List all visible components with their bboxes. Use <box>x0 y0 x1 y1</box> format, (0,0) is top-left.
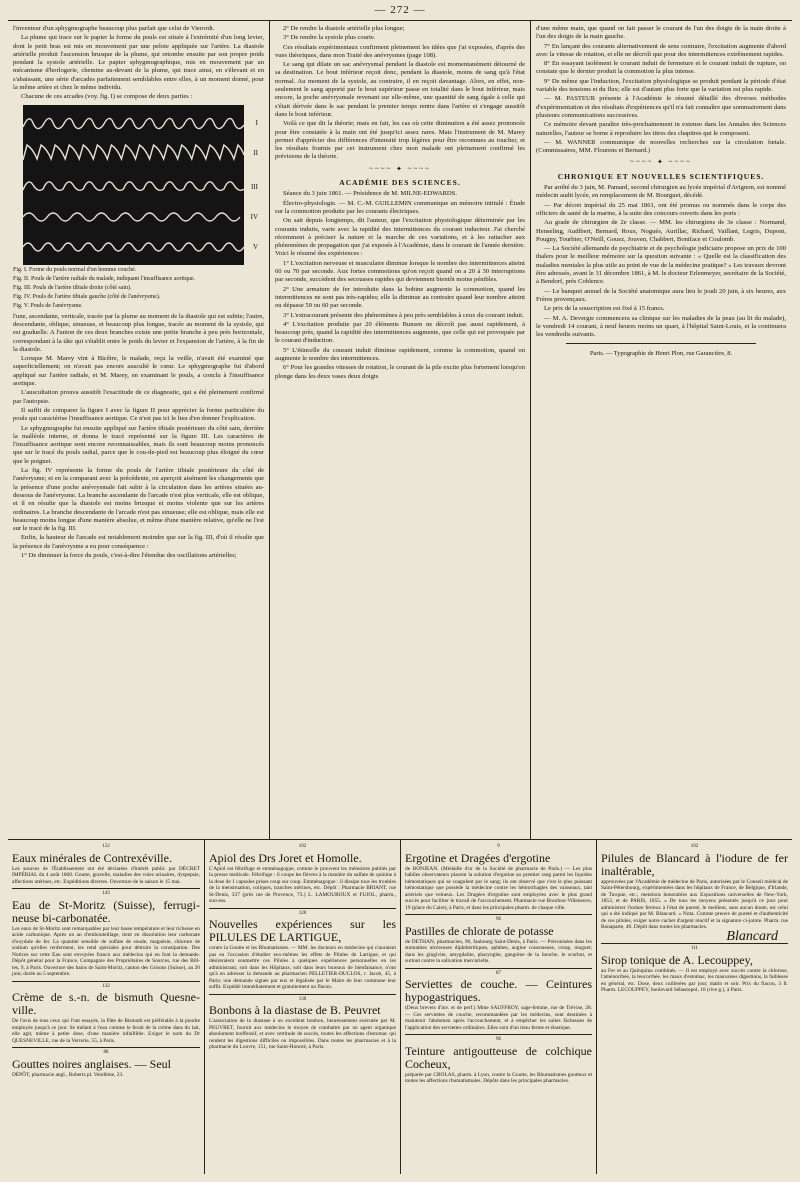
ad-number: 88 <box>103 1050 109 1055</box>
paragraph: Le sang qui dilate un sac anévrysmal pendant la diastole est momentanément détourné de sa destination. Le bout inférieur reçoit donc, pendant la diastole, moins de sang qu'à l'état normal. Au moment de la systole, au contraire, il en reçoit davantage. Alors, en effet, non-seulement le sang apporté par le bout supérieur passe en totalité dans le bout inférieur, mais encore, la poche anévrysmale revenant sur elle-même, une quantité de sang égale à celle qui s'était dérivée dans le sac pendant le premier temps rentre dans l'artère et s'engage aussitôt dans le bout inférieur. <box>275 61 525 118</box>
section-heading: ACADÉMIE DES SCIENCES. <box>339 178 461 188</box>
paragraph: Électro-physiologie. — M. C.-M. GUILLEMIN communique un mémoire intitulé : Étude sur la commotion produite par les courants électriques. <box>275 199 525 215</box>
advertisement <box>405 969 592 1036</box>
paragraph: Il suffit de comparer la figure I avec la figure II pour apprécier la forme particulière du pouls qui caractérise l'insuffisance aortique. Ce n'est pas ici le lieu d'en donner l'explication. <box>13 406 264 423</box>
paragraph: — Le banquet annuel de la Société anatomique aura lieu le jeudi 20 juin, à six heures, aux Frères provençaux. <box>536 287 786 303</box>
paragraph: L'auscultation prouva aussitôt l'exactitude de ce diagnostic, qui a été pleinement confirmé par l'autopsie. <box>13 389 264 405</box>
paragraph: — La Société allemande de psychiatrie et de psychologie judiciaire propose un prix de 100 thalers pour le meilleur mémoire sur la question suivante : « Quelle est la classification des maladies mentales la plus utile au point de vue de la médecine pratique? » Les travaux devront être adressés, avant le 31 décembre 1861, à M. le docteur Erlenmeyer, secrétaire de la Société, à Bendorf, près Coblence. <box>536 245 786 286</box>
figure-caption: Fig. V. Pouls de l'anévrysme. <box>13 303 83 310</box>
paragraph: 2° De rendre la diastole artérielle plus longue; <box>283 25 405 32</box>
paragraph: Le prix de la souscription est fixé à 15 francs. <box>544 305 665 313</box>
page-number: — 272 — <box>8 4 792 21</box>
paragraph: On sait depuis longtemps, dit l'auteur, que l'excitation physiologique déterminée par les courants induits, varie avec la rapidité des intermittences du courant inducteur. J'ai cherché récemment à préciser la nature et la marche de ces variations, et à les rattacher aux phénomènes de propagation que j'ai exposés à l'Académie, dans le courant de l'année dernière. Voici le résumé des expériences : <box>275 217 525 258</box>
paragraph: La fig. IV représente la forme du pouls de l'artère tibiale postérieure du côté de l'anévrysme; et en la comparant avec la précédente, on aperçoit aisément les changements que la présence d'une poche anévrysmale fait subir à la circulation dans les artères situées au-dessous de l'anévrysme. La branche ascendante de l'arcade n'est plus verticale, elle est oblique, et il en résulte que la diastole est moins brusque et moins violente que sur les artères ordinaires. La branche descendante de l'arcade n'est pas sinueuse; elle est oblique, mais elle est beaucoup moins longue d'une manière absolue, et même d'une manière relative, qu'elle ne l'est sur le tracé de la fig. III. <box>13 467 264 533</box>
ad-title: Apiol des Drs Joret et Homolle. <box>209 850 362 865</box>
ad-column-3 <box>400 840 596 1174</box>
ad-column-1 <box>8 840 204 1174</box>
ad-title: Gouttes noires anglaises. — Seul <box>12 1056 171 1071</box>
paragraph: — Par décret impérial du 25 mai 1861, ont été promus ou nommés dans le corps des officiers de santé de la marine, à la suite des concours ouverts dans les ports : <box>536 201 786 217</box>
paragraph: Lorsque M. Marey vint à Bicêtre, le malade, reçu la veille, n'avait été examiné que superficiellement; on n'avait pas encore ausculté le cœur. Le sphygmographe fut d'abord appliqué sur l'artère radiale, et M. Marey, en examinant le pouls, a conclu à l'insuffisance aortique. <box>13 355 264 388</box>
paragraph: — M. A. Devergie commencera sa clinique sur les maladies de la peau (au lit du malade), le vendredi 14 courant, à neuf heures moins un quart, à l'hôpital Saint-Louis, et la continuera les vendredis suivants. <box>536 314 786 339</box>
advertisement <box>12 889 200 982</box>
ad-body: Les sources de l'Établissement ont été déclarées d'intérêt public par DÉCRET IMPÉRIAL du 4 août 1860. Goutte, gravelle, maladies des voies urinaires, dyspepsie, affections utérines, etc. Expéditions directes. Ouverture de la saison le 15 mai. <box>12 865 200 885</box>
ad-title: Crème de s.-n. de bismuth Quesne-ville. <box>12 990 200 1017</box>
paragraph: Le sphygmographe fut ensuite appliqué sur l'artère tibiale postérieure du côté sain, derrière la malléole interne, et donna le tracé représenté sur la figure III. Les caractères de l'insuffisance aortique sont encore reconnaissables, mais ils sont beaucoup moins prononcés que sur le tracé du pouls radial, parce que le cou-de-pied est beaucoup plus éloigné du cœur que le poignet. <box>13 424 264 465</box>
advertisement <box>12 1048 200 1081</box>
figure-caption: Fig. III. Pouls de l'artère tibiale droite (côté sain). <box>13 285 132 292</box>
ad-title: Nouvelles expériences sur les PILULES DE LARTIGUE, <box>209 917 396 944</box>
ad-number: 120 <box>298 910 307 916</box>
paragraph: 1° De diminuer la force du pouls, c'est-à-dire l'étendue des oscillations artérielles; <box>21 552 237 559</box>
paragraph: 7° En lançant des courants alternativement de sens contraire, l'excitation augmente d'abord avec la vitesse de rotation, et elle ne décroît que pour des intermittences extrêmement rapides. <box>536 42 786 58</box>
paragraph: l'une, ascendante, verticale, tracée par la plume au moment de la diastole qui est subite; l'autre, descendante, oblique, sinueuse, et beaucoup plus longue, tracée au moment de la systole, qui est graduelle. A l'union de ces deux branches existe une petite branche à peu près horizontale, correspondant à la tâte qui s'établit entre le poids du levier et l'expansion de l'artère, à la fin de la diastole. <box>13 312 264 353</box>
column-1 <box>8 21 269 839</box>
figure-caption: Fig. IV. Pouls de l'artère tibiale gauche (côté de l'anévrysme). <box>13 294 161 301</box>
advertisement <box>405 915 592 969</box>
ad-number: 122 <box>102 844 110 849</box>
paragraph: 4° L'excitation produite par 20 éléments Bunsen ne décroît pas aussi rapidement, à beaucoup près, quand la rapidité des intermittences augmente, que celle qui est provoquée par le courant d'induction. <box>275 320 525 345</box>
session-line: Séance du 3 juin 1861. — Présidence de M. MILNE-EDWARDS. <box>283 190 457 198</box>
ad-number: 132 <box>102 983 110 989</box>
advertisement <box>601 944 788 997</box>
paragraph: — M. WANNER communique de nouvelles recherches sur la circulation fœtale. (Commissaires, MM. Flourens et Bernard.) <box>536 138 786 155</box>
ad-body: de BONJEAN. (Médaille d'or de la Société de pharmacie de Paris.) — Les plus habiles observateurs placent la solution d'ergotine au premier rang parmi les liquides hémostatiques qui se coagulent par le sang; ils ont observé que c'est le plus puissant hémostatique que possède la médecine contre les hémorrhagies des vaisseaux, tant artériels que veineux. Les Dragées d'ergotine sont employées avec le plus grand succès pour faciliter le travail de l'accouchement. Pharmacie rue Bourbon-Villeneuve, 19 (place du Caire), à Paris, et dans les principales pharm. de chaque ville. <box>405 865 592 911</box>
article-columns <box>8 21 792 840</box>
ad-title: Ergotine et Dragées d'ergotine <box>405 850 551 865</box>
ad-number: 9 <box>497 844 500 849</box>
ad-body: (Deux brevets d'inv. et de perf.) Mme SAUFFROY, sage-femme, rue de Trévise, 28. — Ces serviettes de couche, recommandées par les médecins, sont destinées à maintenir l'abdomen après l'accouchement, et à empêcher les suites fâcheuses de l'application des serviettes ordinaires. Elles sont d'un tissu ferme et élastique. <box>405 1005 592 1031</box>
blancard-signature: Blancard <box>726 928 778 944</box>
paragraph: 5° L'étincelle du courant induit diminue rapidement, comme la commotion, quand on augmente le nombre des intermittences. <box>275 346 525 362</box>
ad-number: 130 <box>298 996 307 1002</box>
ad-title: Serviettes de couche. — Ceintures hypogastriques. <box>405 977 592 1004</box>
ad-number: 143 <box>102 891 110 896</box>
figure-label-5: V <box>252 242 258 251</box>
advertisement <box>405 1035 592 1088</box>
paragraph: — M. PASTEUR présente à l'Académie le résumé détaillé des diverses méthodes d'expérimentation et des résultats d'expériences qu'il n'a fait connaître que sommairement dans plusieurs communications successives. <box>536 95 786 119</box>
ornament-divider: ~~~~ ✦ ~~~~ <box>369 164 431 173</box>
paragraph: 8° En essayant isolément le courant induit de fermeture et le courant induit de rupture, on constate que le dernier produit la commotion la plus intense. <box>536 60 786 76</box>
ad-body: L'Apiol est fébrifuge et emménagogue, comme le prouvent les mémoires publiés par la presse médicale. Fébrifuge : il coupe les fièvres à la manière du sulfate de quinine à la dose de 1 capsules prises coup sur coup. Emménagogue : il dissipe tous les troubles de la menstruation, coliques, tranches utérines, etc. Dépôt : Pharmacie BRIANT, rue St-Denis, 337 (près rue de Provence, 73.) L. LAMOUROUX et FUJOL, pharm., success. <box>209 865 396 904</box>
newspaper-page <box>8 4 792 1174</box>
ad-body: Les eaux de St-Moritz sont remarquables par leur basse température et leur richesse en acide carbonique. Après un an d'embouteillage, tient en dissolution leur carbonate d'oxydule de fer. La quantité sensible de sulfate de soude, magnésie, chlorure de sodium qu'elles renferment, les rend spéciales pour détruire la constipation. Des Notices sur cette Eau sont envoyées franco aux médecins qui en font la demande. Dépôt général pour la France, Compagnie des Propriétaires de Sources, rue des Bill-tes, 9, à Paris. Ouverture des bains de Saint-Moritz, canton des Grisons (Suisse), au 20 juin; durée au 5 septembre. <box>12 925 200 977</box>
ad-body: au Fer et au Quinquina combinés. — Il est employé avec succès contre la chlorose, l'aménorrhée, la leucorrhée, les maux d'estomac, les mauvaises digestions, la faiblesse en général, etc. Dose, deux cuillerées par jour, matin et soir. Prix du flacon, 3 fr. Pharm. LECOUPPEY, boulevard Sébastopol, 10 (rive g.), à Paris. <box>601 967 788 993</box>
ad-number: 87 <box>496 970 501 976</box>
paragraph: La plume qui trace sur le papier la forme du pouls est située à l'extrémité d'un long levier, dont le petit bras est mis en mouvement par une pelote appliquée sur l'artère. La diastole artérielle produit l'ascension brusque de la plume, qui retombe ensuite par son propre poids pendant la systole artérielle. Le papier sphygmographique, mis en mouvement par un mécanisme d'horlogerie, chemine au-devant de la plume, qui trace ainsi, en s'élevant et en s'abaissant, une série d'arcades parfaitement semblables entre elles, à un moment donné, pour la même artère et chez le même individu. <box>13 34 264 92</box>
paragraph: d'une même main, que quand on fait passer le courant de l'un des doigts de la main droite à l'un des doigts de la main gauche. <box>536 25 786 41</box>
ad-number: 102 <box>298 844 307 849</box>
ad-title: Eau de St-Moritz (Suisse), ferrugi-neuse bi-carbonatée. <box>12 897 200 925</box>
ad-title: Teinture antigoutteuse de colchique Cocheux, <box>405 1043 592 1071</box>
paragraph: Au grade de chirurgien de 2e classe. — MM. les chirurgiens de 3e classe : Normand, Henseling, Audibert, Bernard, Roux, Nogués, Aurillac, Richard, Vaillant, Legris, Dupont, Pougny, Tourbier, O'Neill, Gouez, Jouven, Chabbert, Boniface et Coulomb. <box>536 219 786 243</box>
paragraph: 2° Une armature de fer introduite dans la bobine augmente la commotion, quand les intermittences ne sont pas très-rapides; elle la diminue au contraire quand leur nombre atteint ou dépasse 50 ou 60 par seconde. <box>275 285 525 310</box>
ad-body: de DETHAN, pharmacien, 90, faubourg Saint-Denis, à Paris. — Préconisées dans les stomatites ulcéreuses diphthéritiques, aphthes, angine couenneuse, croup, muguet; dans les gingivite, amygdalite, pharyngite, gangrène de la bouche, le scorbut, et surtout contre la salivation mercurielle. <box>405 938 592 964</box>
figure-caption: Fig. I. Forme du pouls normal d'un homme couché. <box>13 266 137 273</box>
paragraph: Chacune de ces arcades (voy. fig. I) se compose de deux parties : <box>21 93 193 101</box>
figure-label-3: III <box>251 182 258 191</box>
ad-column-4 <box>596 840 792 1174</box>
paragraph: Par arrêté du 3 juin, M. Pamard, second chirurgien au lycée impérial d'Avignon, est nommé médecin audit lycée, en remplacement de M. Bourguet, décédé. <box>536 184 786 200</box>
ad-body: contre la Goutte et les Rhumatismes. — MM. les docteurs en médecine qui n'auraient pas eu l'occasion d'étudier eux-mêmes les effets de Pilules de Lartigue, et qui désireraient soumettre ces Pilules à quelques expériences personnelles en les administrant, soit dans les Hôpitaux, soit dans leurs bureaux de bienfaisance, n'ont qu'à en adresser la demande au pharmacien PELLETIER-DUCLOS, r. Jacob, 45, à Paris; une demande signée par eux et légalisée par le Maire de leur commune leur suffit. Expédié immédiatement et gratuitement un flacon. <box>209 945 396 990</box>
paragraph: Ce mémoire devant paraître très-prochainement in extenso dans les Annales des Sciences naturelles, l'auteur se borne à reproduire les titres des chapitres qui le composent. <box>536 121 786 137</box>
paragraph: 3° L'extracourant présente des phénomènes à peu près semblables à ceux du courant induit. <box>283 311 524 319</box>
pulse-waveforms <box>23 105 244 265</box>
advertisement <box>12 982 200 1049</box>
ad-title: Bonbons à la diastase de B. Peuvret <box>209 1003 381 1017</box>
advertisement <box>601 842 788 944</box>
ad-number: 102 <box>690 844 699 849</box>
ornament-divider: ~~~~ ✦ ~~~~ <box>630 158 692 167</box>
ad-number: 96 <box>496 917 501 922</box>
paragraph: Enfin, la hauteur de l'arcade est notablement moindre que sur la fig. III, d'où il résulte que la présence de l'anévrysme a eu pour conséquence : <box>13 534 264 550</box>
ad-number: 111 <box>690 946 699 951</box>
paragraph: 9° De même que l'induction, l'excitation physiologique se produit pendant la période d'état variable des tensions et du flux; elle est d'autant plus forte que la variation est plus rapide. <box>536 77 786 94</box>
advertisement <box>209 842 396 909</box>
ad-body: DÉPÔT, pharmacie angl., Roberts pl. Vendôme, 23. <box>12 1071 124 1078</box>
section-heading: CHRONIQUE ET NOUVELLES SCIENTIFIQUES. <box>557 171 765 181</box>
paragraph: Ces résultats expérimentaux confirment pleinement les idées que j'ai exposées, d'après des vues théoriques, dans mon Traité des anévrysmes (page 108). <box>275 43 525 59</box>
divider <box>566 343 756 344</box>
ad-body: approuvées par l'Académie de médecine de Paris, autorisées par le Conseil médical de Saint-Pétersbourg, expérimentées dans les hôpitaux de France, de Belgique, d'Irlande, de Turquie, etc.; mentions honorables aux Expositions universelles de New-York, 1853, et de PARIS, 1855. « De tous les moyens présentés jusqu'à ce jour pour administrer l'iodure ferreux à l'état de pureté, le meilleur, sans aucun doute, est celui qui a été indiqué par M. Blancard. » Nota. Comme preuve de pureté et d'authenticité de ces pilules, exiger notre cachet d'argent réactif et la signature ci-jointe. Pharm. rue Bonaparte, 40. Dépôt dans toutes les pharmacies. <box>601 878 788 930</box>
paragraph: 3° De rendre la systole plus courte. <box>283 34 376 42</box>
advertisements <box>8 840 792 1174</box>
figure-caption: Fig. II. Pouls de l'artère radiale du malade, indiquant l'insuffisance aortique. <box>13 275 195 282</box>
advertisement <box>405 842 592 915</box>
pulse-tracing-figure <box>23 105 258 265</box>
ad-body: De l'avis de tous ceux qui l'ont essayée, la Pâte de Bismuth est préférable à la poudre employée jusqu'à ce jour. Se mêlant à l'eau comme le ferait de la crème dans du lait, elle agit, même à petite dose, d'une manière infaillible. Exiger le nom du Dr QUESNEVILLE, rue de la Verrerie, 55, à Paris. <box>12 1018 200 1044</box>
printer-signature: Paris. — Typographie de Henri Plon, rue Garancière, 8. <box>589 350 733 358</box>
ad-column-2 <box>204 840 400 1174</box>
ad-title: Eaux minérales de Contrexéville. <box>12 850 172 865</box>
advertisement <box>12 842 200 889</box>
ad-title: Pastilles de chlorate de potasse <box>405 923 554 938</box>
figure-label-4: IV <box>250 212 258 221</box>
ad-body: préparée par CROLAS, pharm. à Lyon, contre la Goutte, les Rhumatismes goutteux et toutes les affections rhumatismales. Dépôts dans les principales pharmacies. <box>405 1071 592 1084</box>
ad-number: 96 <box>496 1037 501 1042</box>
column-3 <box>530 21 791 839</box>
ad-body: L'association de la diastase à un excellent bonbon, heureusement exécutée par M. PEUVRET, fournit aux médecins le moyen de combattre par un agent organique absolument inoffensif, et avec certitude de succès, toutes les affections d'estomac qui rendent les digestions difficiles ou impossibles. Dans toutes les pharmacies et à la pharmacie du Louvre, 151, rue Saint-Honoré, à Paris. <box>209 1018 396 1050</box>
advertisement <box>209 995 396 1054</box>
ad-title: Pilules de Blancard à l'iodure de fer inaltérable, <box>601 850 788 878</box>
figure-label-1: I <box>255 118 258 127</box>
paragraph: l'inventeur d'un sphygmographe beaucoup plus parfait que celui de Vierordt. <box>13 25 215 32</box>
ad-title: Sirop tonique de A. Lecouppey, <box>601 952 753 967</box>
paragraph: 6° Pour les grandes vitesses de rotation, le courant de la pile excite plus fortement lorsqu'on plonge dans les deux vases deux doigts <box>275 364 525 380</box>
column-2 <box>269 21 530 839</box>
paragraph: 1° L'excitation nerveuse et musculaire diminue lorsque le nombre des intermittences atteint 60 ou 70 par seconde. Aux fortes commotions qu'on reçoit quand on a 20 à 30 interruptions par seconde, succèdent des secousses rapides qui deviennent bientôt moins pénibles. <box>275 259 525 284</box>
advertisement <box>209 909 396 995</box>
figure-label-2: II <box>253 148 258 157</box>
paragraph: Voilà ce que dit la théorie; mais en fait, les cas où cette diminution a été assez prononcée pour être constatée à la main ont été jusqu'ici assez rares. Mais l'instrument de M. Marey permet d'apprécier des différences d'intensité trop légères pour être reconnues au toucher, et les résultats fournis par cet instrument chez mon malade ont pleinement confirmé les prévisions de la théorie. <box>275 120 525 161</box>
